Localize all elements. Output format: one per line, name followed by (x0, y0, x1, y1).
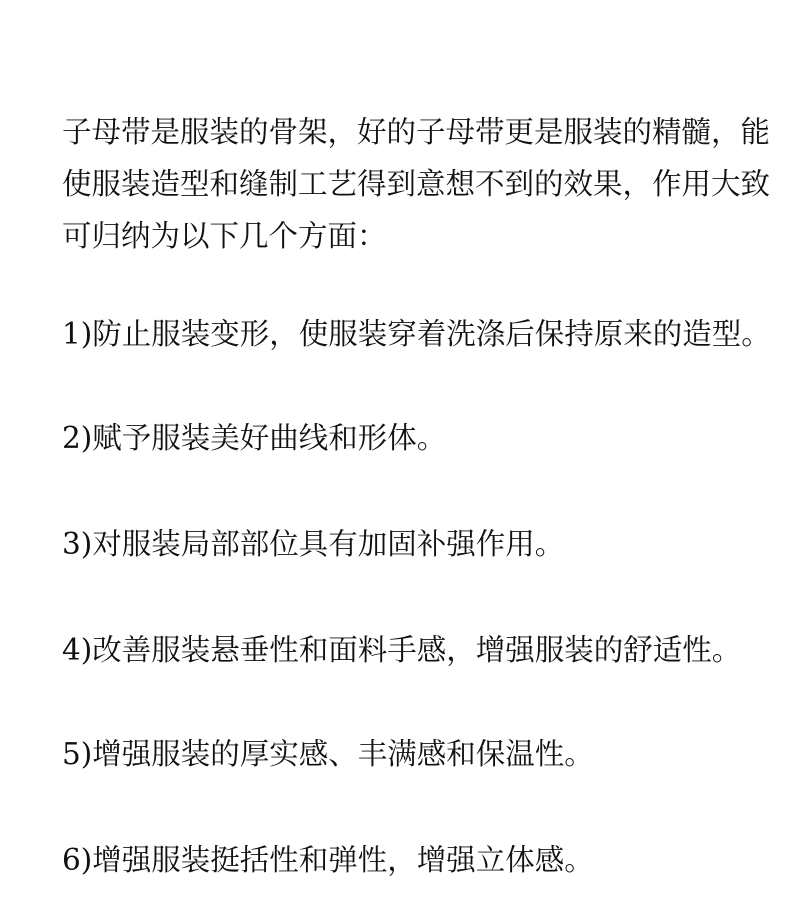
list-item: 2)赋予服装美好曲线和形体。 (62, 421, 447, 455)
intro-line: 使服装造型和缝制工艺得到意想不到的效果，作用大致 (62, 167, 771, 201)
list-item: 6)增强服装挺括性和弹性，增强立体感。 (62, 843, 594, 877)
list-item: 5)增强服装的厚实感、丰满感和保温性。 (62, 737, 594, 771)
intro-paragraph (62, 106, 788, 262)
intro-line: 子母带是服装的骨架，好的子母带更是服装的精髓，能 (62, 115, 771, 149)
list-item: 3)对服装局部部位具有加固补强作用。 (62, 527, 565, 561)
list-item: 4)改善服装悬垂性和面料手感，增强服装的舒适性。 (62, 633, 742, 667)
list-item: 1)防止服装变形，使服装穿着洗涤后保持原来的造型。 (62, 317, 771, 351)
intro-line: 可归纳为以下几个方面： (62, 219, 387, 253)
